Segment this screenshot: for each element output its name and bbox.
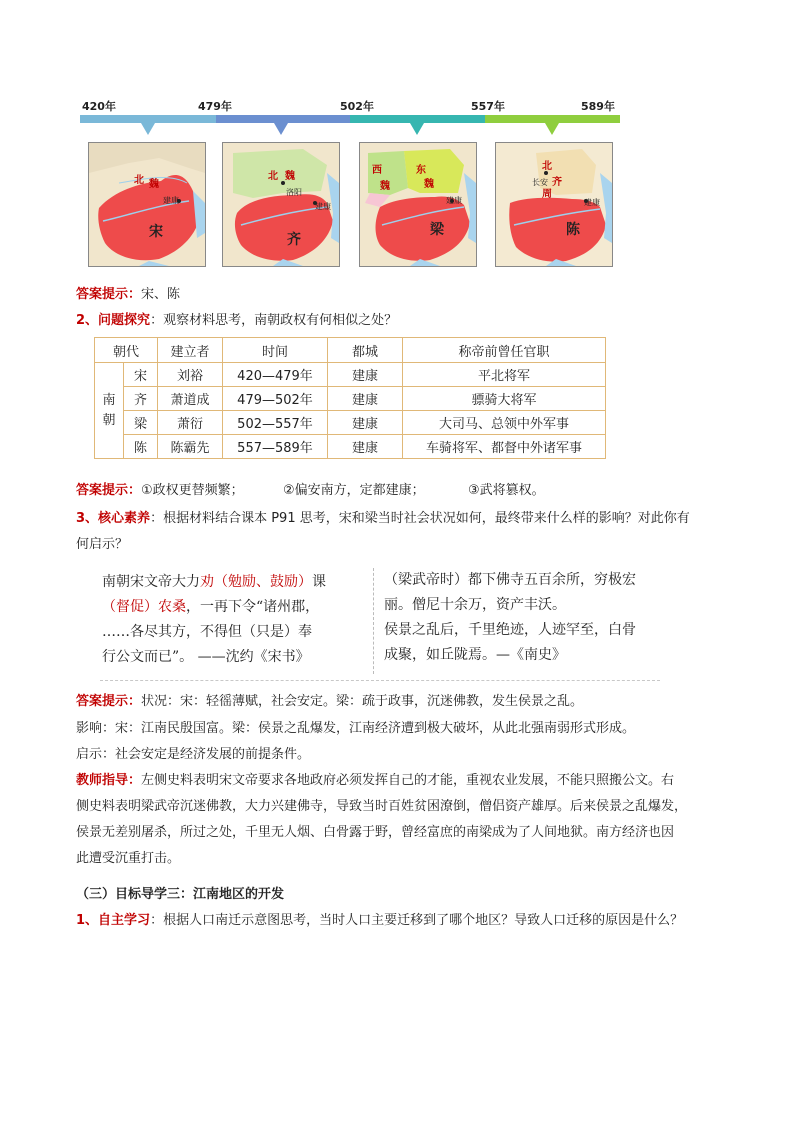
- timeline-year: 420年: [82, 100, 116, 113]
- quote-text: 成聚，如丘陇焉。—《南史》: [384, 647, 566, 663]
- quote-text: 行公文而已”。 ——沈约《宋书》: [102, 649, 310, 665]
- question-number: 1、: [76, 913, 99, 928]
- quote-bottom-border: [100, 680, 660, 681]
- question-sep: ：: [150, 511, 164, 526]
- label-north: 北: [134, 175, 144, 186]
- answer-impact: 影响：宋：江南民殷国富。梁：侯景之乱爆发，江南经济遭到极大破坏，从此北强南弱形式形成。: [76, 721, 636, 736]
- answer-point: ①政权更替频繁；: [141, 483, 244, 498]
- answer-hint-3: [76, 693, 583, 711]
- answer-insight: 启示：社会安定是经济发展的前提条件。: [76, 747, 311, 762]
- question-2: [76, 312, 397, 330]
- table-cell: 萧道成: [158, 387, 223, 411]
- label-west: 西: [372, 165, 382, 176]
- quote-text: 南朝宋文帝大力: [102, 574, 200, 590]
- answer-label: 答案提示: [76, 694, 129, 709]
- quote-text: 侯景之乱后，千里绝迹，人迹罕至，白骨: [384, 622, 636, 638]
- answer-text: 宋、陈: [141, 287, 181, 302]
- label-state: 梁: [430, 222, 444, 238]
- answer-sep: ：: [128, 694, 142, 709]
- quote-highlight: （督促）农桑: [102, 599, 186, 615]
- quote-text: 丽。僧尼十余万，资产丰沃。: [384, 597, 566, 613]
- label-state: 陈: [566, 222, 580, 238]
- table-header-row: [95, 338, 606, 363]
- label-capital: 建康: [163, 196, 179, 205]
- timeline-pointer: [545, 123, 559, 135]
- table-cell: 平北将军: [403, 363, 606, 387]
- question-text: 观察材料思考，南朝政权有何相似之处？: [163, 313, 398, 328]
- table-header: 建立者: [158, 338, 223, 363]
- teacher-text: 侯景无差别屠杀，所过之处，千里无人烟、白骨露于野，曾经富庶的南梁成为了人间地狱。南方经济也因: [76, 825, 675, 840]
- question-label: 自主学习: [98, 913, 151, 928]
- table-cell: 建康: [328, 387, 403, 411]
- label-capital: 建康: [315, 202, 331, 211]
- table-cell: 梁: [124, 411, 158, 435]
- timeline-segment-liang: [350, 115, 485, 123]
- question-self-study: [76, 912, 683, 930]
- question-3-line2: 何启示？: [76, 537, 129, 552]
- teacher-text: 左侧史料表明宋文帝要求各地政府必须发挥自己的才能，重视农业发展，不能只照搬公文。右: [141, 773, 675, 788]
- answer-point-2: ②偏安南方，定都建康；: [283, 483, 425, 498]
- question-sep: ：: [150, 913, 164, 928]
- timeline-year: 589年: [581, 100, 615, 113]
- answer-label: 答案提示: [76, 483, 129, 498]
- question-label: 问题探究: [98, 313, 151, 328]
- label-luoyang: 洛阳: [286, 188, 302, 197]
- label-north: 北: [268, 171, 278, 182]
- label-zhou: 周: [542, 189, 552, 200]
- table-cell: 萧衍: [158, 411, 223, 435]
- label-wei: 魏: [149, 179, 159, 190]
- table-row: [95, 435, 606, 459]
- question-number: 2、: [76, 313, 99, 328]
- timeline-year: 479年: [198, 100, 232, 113]
- teacher-text: 此遭受沉重打击。: [76, 851, 181, 866]
- table-cell: 557—589年: [223, 435, 328, 459]
- answer-hint-2: [76, 482, 244, 500]
- quote-text: ……各尽其方，不得但（只是）奉: [102, 624, 312, 640]
- quote-text: ，一再下令“诸州郡，: [186, 599, 320, 615]
- table-cell: 建康: [328, 435, 403, 459]
- table-row: [95, 363, 606, 387]
- table-row: [95, 411, 606, 435]
- table-cell: 479—502年: [223, 387, 328, 411]
- label-state: 宋: [149, 224, 163, 240]
- answer-sep: ：: [128, 287, 142, 302]
- table-cell: 刘裕: [158, 363, 223, 387]
- quote-text: 课: [312, 574, 326, 590]
- timeline-segment-chen: [485, 115, 620, 123]
- quote-highlight: 劝（勉励、鼓励）: [200, 574, 312, 590]
- answer-hint-1: [76, 286, 180, 304]
- label-changan: 长安: [532, 178, 548, 187]
- label-wei: 魏: [285, 171, 295, 182]
- timeline-pointer: [141, 123, 155, 135]
- table-cell: 420—479年: [223, 363, 328, 387]
- label-capital: 建康: [584, 198, 600, 207]
- timeline-segment-song: [80, 115, 216, 123]
- question-text: 根据人口南迁示意图思考，当时人口主要迁移到了哪个地区？导致人口迁移的原因是什么？: [163, 913, 684, 928]
- label-capital: 建康: [446, 196, 462, 205]
- table-cell: 502—557年: [223, 411, 328, 435]
- table-cell: 宋: [124, 363, 158, 387]
- label-west-wei: 魏: [380, 181, 390, 192]
- question-text: 根据材料结合课本 P91 思考，宋和梁当时社会状况如何，最终带来什么样的影响？对此你有: [163, 511, 690, 526]
- table-cell: 陈: [124, 435, 158, 459]
- answer-sep: ：: [128, 483, 142, 498]
- label-east: 东: [416, 165, 426, 176]
- table-header: 时间: [223, 338, 328, 363]
- question-number: 3、: [76, 511, 99, 526]
- table-row: [95, 387, 606, 411]
- answer-label: 答案提示: [76, 287, 129, 302]
- timeline-year: 502年: [340, 100, 374, 113]
- teacher-sep: ：: [128, 773, 142, 788]
- group-char: 南: [102, 392, 116, 408]
- table-header: 朝代: [95, 338, 158, 363]
- label-state: 齐: [287, 232, 301, 248]
- timeline-segment-qi: [216, 115, 350, 123]
- timeline-pointer: [410, 123, 424, 135]
- table-cell: 建康: [328, 363, 403, 387]
- teacher-guidance: [76, 772, 736, 868]
- dynasty-table: [94, 337, 606, 363]
- table-cell: 大司马、总领中外军事: [403, 411, 606, 435]
- quote-text: （梁武帝时）都下佛寺五百余所，穷极宏: [384, 572, 636, 588]
- table-cell: 陈霸先: [158, 435, 223, 459]
- table-group-cell: [95, 363, 124, 459]
- table-cell: 骠骑大将军: [403, 387, 606, 411]
- quote-left: [102, 570, 326, 670]
- label-qi: 齐: [552, 177, 562, 188]
- question-label: 核心素养: [98, 511, 151, 526]
- quote-right: [384, 568, 636, 668]
- map-chen: [495, 142, 613, 267]
- map-qi: [222, 142, 340, 267]
- table-header: 都城: [328, 338, 403, 363]
- table-header: 称帝前曾任官职: [403, 338, 606, 363]
- teacher-text: 侧史料表明梁武帝沉迷佛教，大力兴建佛寺，导致当时百姓贫困潦倒，僧侣资产雄厚。后来侯景之乱爆发，: [76, 799, 688, 814]
- teacher-label: 教师指导: [76, 773, 129, 788]
- section-title: （三）目标导学三：江南地区的开发: [76, 887, 285, 902]
- group-char: 朝: [102, 412, 116, 428]
- table-cell: 齐: [124, 387, 158, 411]
- timeline-pointer: [274, 123, 288, 135]
- answer-situation: 状况：宋：轻徭薄赋，社会安定。梁：疏于政事，沉迷佛教，发生侯景之乱。: [141, 694, 584, 709]
- map-song: [88, 142, 206, 267]
- map-liang: [359, 142, 477, 267]
- label-east-wei: 魏: [424, 179, 434, 190]
- dynasty-table-body: [94, 362, 606, 459]
- question-sep: ：: [150, 313, 164, 328]
- question-3: [76, 510, 690, 528]
- label-north: 北: [542, 161, 552, 172]
- table-cell: 建康: [328, 411, 403, 435]
- table-cell: 车骑将军、都督中外诸军事: [403, 435, 606, 459]
- quote-divider: [373, 568, 374, 674]
- timeline-year: 557年: [471, 100, 505, 113]
- answer-point-3: ③武将篡权。: [468, 483, 545, 498]
